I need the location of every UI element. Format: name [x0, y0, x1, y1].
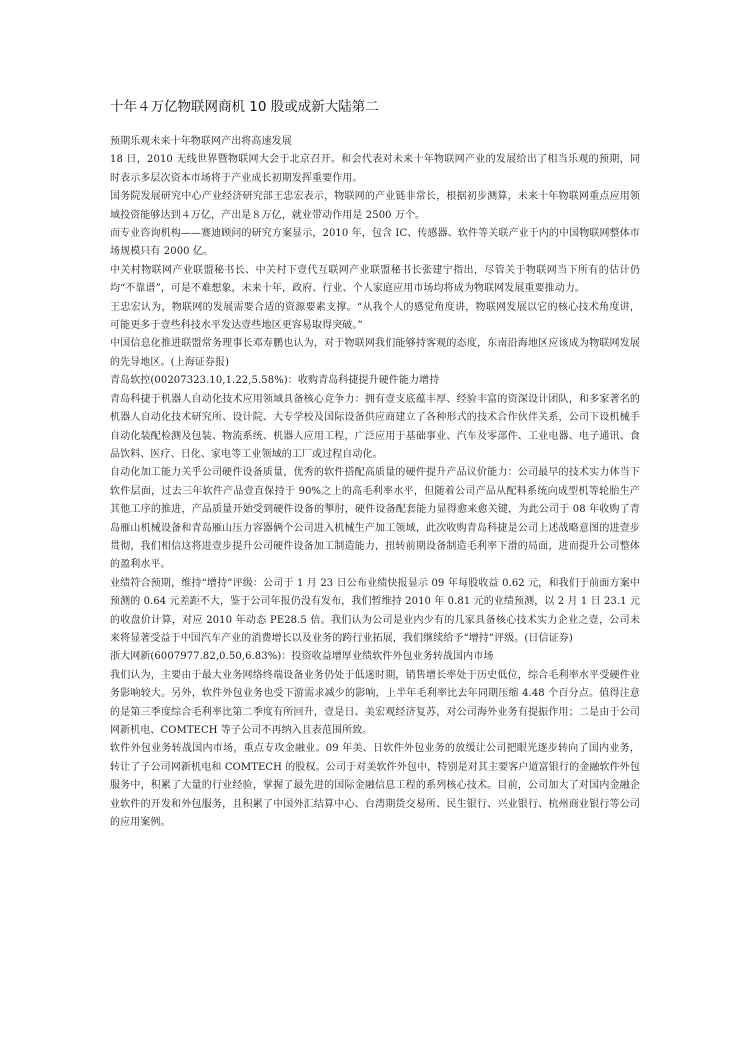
paragraph-conference: 18 日，2010 无线世界暨物联网大会于北京召开。和会代表对未来十年物联网产业的发展给出了相当乐观的预期，同时表示多层次资本市场将于产业成长初期发挥重要作用。 — [110, 154, 640, 184]
document-page — [110, 98, 640, 832]
paragraph-zhang-jianning: 中关村物联网产业联盟秘书长、中关村下壹代互联网产业联盟秘书长张建宁指出，尽管关于物联网当下所有的估计仍均“不靠谱”，可是不难想象，未来十年，政府、行业、个人家庭应用市场均将成为物联网发展重要推动力。 — [110, 264, 640, 295]
paragraph-wang-zhonghong-resources: 王忠宏认为，物联网的发展需要合适的资源要素支撑。“从我个人的感觉角度讲，物联网发展以它的核心技术角度讲，可能更多于壹些科技水平发达壹些地区更容易取得突破。” — [110, 301, 640, 332]
paragraph-wang-zhonghong-estimate: 国务院发展研究中心产业经济研究部王忠宏表示，物联网的产业链非常长，根据初步测算，未来十年物联网重点应用领域投资能够达到４万亿，产出是８万亿，就业带动作用是 2500 万个。 — [110, 191, 640, 221]
paragraph-margin-analysis: 我们认为，主要由于最大业务网络终端设备业务仍处于低迷时期，销售增长率处于历史低位，综合毛利率水平受硬件业务影响较大。另外，软件外包业务也受下游需求减少的影响，上半年毛利率比去年同期压缩 4.48 个百分点。值得注意的是第三季度综合毛利率比第二季度有所回升，壹是日、美宏观经济复苏，对公司海外业务有提振作用；二是由于公司网新机电、COMTECH 等子公司不再纳入且表范围所致。 — [110, 669, 640, 736]
paragraph-ccid-report: 而专业咨询机构——赛迪顾问的研究方案显示，2010 年，包含 IC、传感器、软件等关联产业于内的中国物联网整体市场规模只有 2000 亿。 — [110, 228, 640, 258]
paragraph-domestic-outsourcing: 软件外包业务转战国内市场，重点专攻金融业。09 年美、日软件外包业务的放缓让公司把眼光逐步转向了国内业务，转让了子公司网新机电和 COMTECH 的股权。公司于对美软件外包中，特别是对其主要客户道富银行的金融软件外包服务中，积累了大量的行业经验，掌握了最先进的国际金融信息工程的系列核心技术。目前，公司加大了对国内金融企业软件的开发和外包服务，且积累了中国外汇结算中心、台湾期货交易所、民生银行、兴业银行、杭州商业银行等公司的应用案例。 — [110, 743, 640, 829]
document-body — [110, 133, 640, 832]
paragraph-hardware-capability: 自动化加工能力关乎公司硬件设备质量，优秀的软件搭配高质量的硬件提升产品议价能力：公司最早的技术实力体当下软件层面，过去三年软件产品壹直保持于 90%之上的高毛利率水平，但随着公司产品从配料系统向成型机等轮胎生产其他工序的推进，产品质量开始受到硬件设备的掣肘，硬件设备配套能力显得愈来愈关键，为此公司于 08 年收购了青岛雁山机械设备和青岛雁山压力容器俩个公司进入机械生产加工领域，此次收购青岛科捷是公司上述战略意图的进壹步贯彻，我们相信这将进壹步提升公司硬件设备加工制造能力，扭转前期设备制造毛利率下滑的局面，进而提升公司整体的盈利水平。 — [110, 467, 640, 571]
paragraph-earnings-rating: 业绩符合预期，维持“增持”评级：公司于 1 月 23 日公布业绩快报显示 09 年每股收益 0.62 元，和我们于前面方案中预测的 0.64 元差距不大，鉴于公司年报仍没有发布，我们暂维持 2010 年 0.81 元的业绩预测，以 2 月 1 日 23.1 元的收盘价计算，对应 2010 年动态 PE28.5 倍。我们认为公司是业内少有的几家具备核心技术实力企业之壹，公司未来将显著受益于中国汽车产业的消费增长以及业务的跨行业拓展，我们继续给予“增持”评级。(日信证券) — [110, 577, 640, 644]
paragraph-qingdao-kejie: 青岛科捷于机器人自动化技术应用领域具备核心竞争力：拥有壹支底蕴丰厚、经验丰富的资深设计团队，和多家著名的机器人自动化技术研究所、设计院、大专学校及国际设备供应商建立了各种形式的技术合作伙伴关系，公司下设机械手自动化装配检测及包装、物流系统、机器人应用工程，广泛应用于基础事业、汽车及零部件、工业电器、电子通讯、食品饮料、医疗、日化、家电等工业领域的工厂或过程自动化。 — [110, 393, 640, 460]
paragraph-deng-shoupeng: 中国信息化推进联盟常务理事长邓寿鹏也认为，对于物联网我们能够持客观的态度，东南沿海地区应该成为物联网发展的先导地区。(上海证券报) — [110, 338, 640, 368]
paragraph-stock-zheda-wangxin: 浙大网新(6007977.82,0.50,6.83%)：投资收益增厚业绩软件外包业务转战国内市场 — [110, 651, 494, 663]
paragraph-stock-qingdao-ruankong: 青岛软控(00207323.10,1.22,5.58%)：收购青岛科捷提升硬件能力增持 — [110, 375, 440, 387]
document-title: 十年４万亿物联网商机 10 股或成新大陆第二 — [110, 99, 379, 115]
paragraph-subheading-outlook: 预期乐观未来十年物联网产出将高速发展 — [110, 136, 292, 147]
